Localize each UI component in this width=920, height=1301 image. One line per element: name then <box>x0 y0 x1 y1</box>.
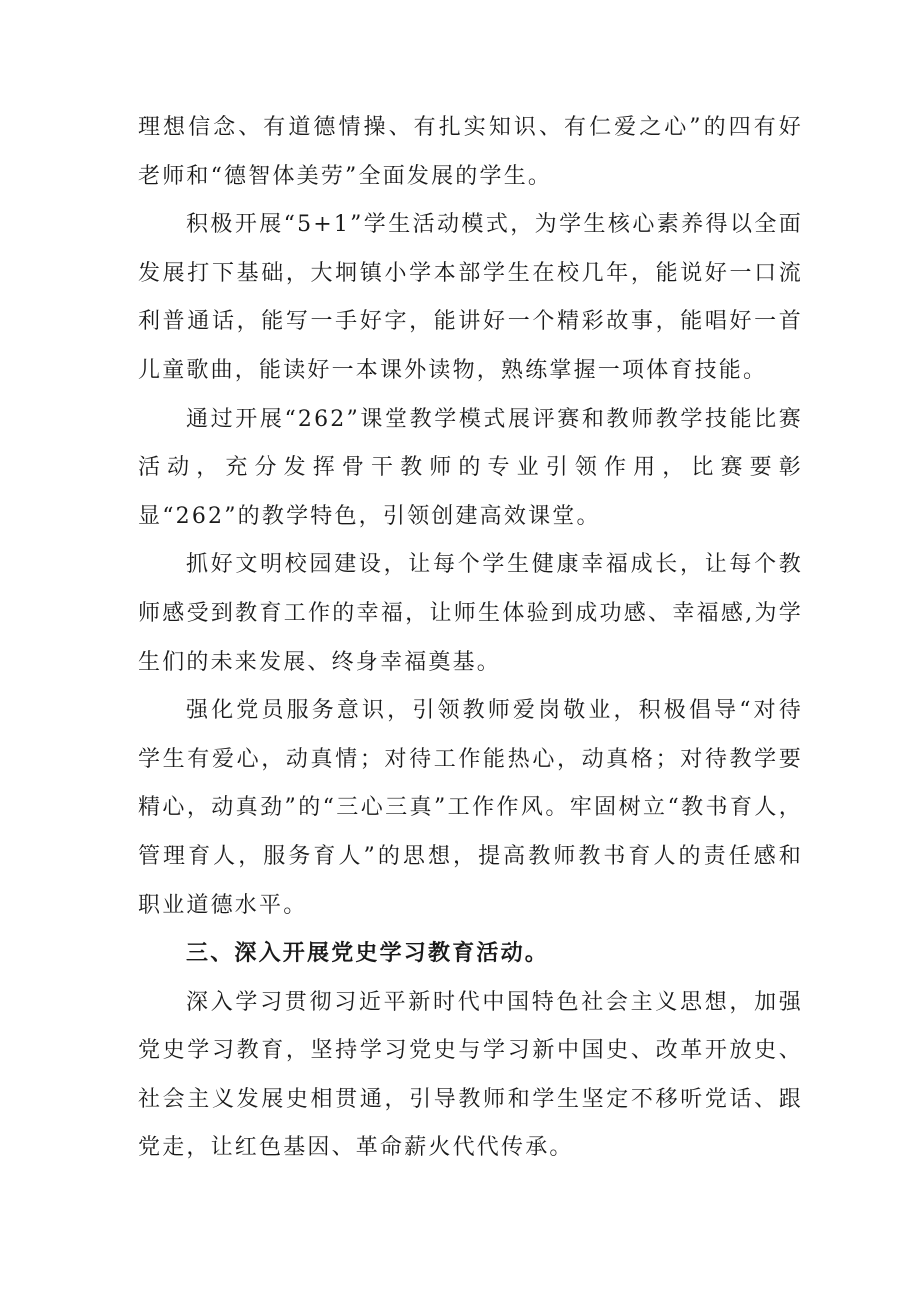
paragraph-party-history: 深入学习贯彻习近平新时代中国特色社会主义思想，加强党史学习教育，坚持学习党史与学习新中国史、改革开放史、社会主义发展史相贯通，引导教师和学生坚定不移听党话、跟党走，让红色基因、革命薪火代代传承。 <box>138 989 803 1161</box>
paragraph-student-activity: 积极开展“5+1”学生活动模式，为学生核心素养得以全面发展打下基础，大坰镇小学本部学生在校几年，能说好一口流利普通话，能写一手好字，能讲好一个精彩故事，能唱好一首儿童歌曲，能读好一本课外读物，熟练掌握一项体育技能。 <box>138 212 803 383</box>
section-heading: 三、深入开展党史学习教育活动。 <box>186 941 550 967</box>
paragraph-classroom-teaching: 通过开展“262”课堂教学模式展评赛和教师教学技能比赛活动，充分发挥骨干教师的专业引领作用，比赛要彰显“262”的教学特色，引领创建高效课堂。 <box>138 406 803 529</box>
paragraph-civilized-campus: 抓好文明校园建设，让每个学生健康幸福成长，让每个教师感受到教育工作的幸福，让师生体验到成功感、幸福感,为学生们的未来发展、终身幸福奠基。 <box>138 552 803 675</box>
document-body <box>138 104 803 1173</box>
paragraph-party-service: 强化党员服务意识，引领教师爱岗敬业，积极倡导“对待学生有爱心，动真情；对待工作能热心，动真格；对待教学要精心，动真劲”的“三心三真”工作作风。牢固树立“教书育人，管理育人，服务育人”的思想，提高教师教书育人的责任感和职业道德水平。 <box>138 698 803 918</box>
paragraph-continued: 理想信念、有道德情操、有扎实知识、有仁爱之心”的四有好老师和“德智体美劳”全面发展的学生。 <box>138 115 803 189</box>
